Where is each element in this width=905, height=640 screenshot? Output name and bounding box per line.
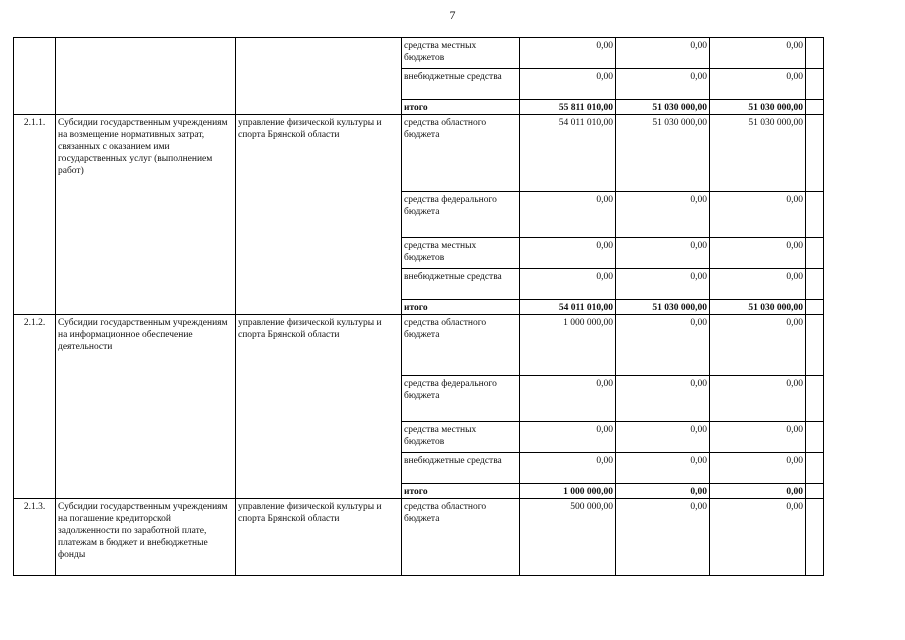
amount-cell: 0,00 <box>710 422 806 453</box>
source-label: итого <box>402 300 520 315</box>
empty-cell <box>806 238 824 269</box>
table-row <box>14 499 824 576</box>
item-executor: управление физической культуры и спорта Брянской области <box>236 499 402 576</box>
empty-cell <box>806 484 824 499</box>
amount-cell: 0,00 <box>710 238 806 269</box>
source-label: итого <box>402 100 520 115</box>
empty-cell <box>806 269 824 300</box>
item-name: Субсидии государственным учреждениям на возмещение нормативных затрат, связанных с оказанием ими государственных услуг (выполнением работ) <box>56 115 236 315</box>
table-row <box>14 315 824 376</box>
amount-cell: 0,00 <box>616 422 710 453</box>
empty-cell <box>806 192 824 238</box>
source-label: средства местных бюджетов <box>402 38 520 69</box>
amount-cell: 500 000,00 <box>520 499 616 576</box>
table-row <box>14 115 824 192</box>
amount-cell: 0,00 <box>520 238 616 269</box>
page-number: 7 <box>449 8 456 22</box>
empty-cell <box>806 376 824 422</box>
item-number: 2.1.1. <box>14 115 56 315</box>
total-amount: 51 030 000,00 <box>616 300 710 315</box>
item-name: Субсидии государственным учреждениям на погашение кредиторской задолженности по заработной плате, платежам в бюджет и внебюджетные фонды <box>56 499 236 576</box>
amount-cell: 54 011 010,00 <box>520 115 616 192</box>
amount-cell: 1 000 000,00 <box>520 315 616 376</box>
amount-cell: 0,00 <box>616 453 710 484</box>
name-cell <box>56 38 236 115</box>
source-label: внебюджетные средства <box>402 69 520 100</box>
executor-cell <box>236 38 402 115</box>
source-label: внебюджетные средства <box>402 453 520 484</box>
total-amount: 55 811 010,00 <box>520 100 616 115</box>
amount-cell: 0,00 <box>710 315 806 376</box>
empty-cell <box>806 300 824 315</box>
source-label: средства федерального бюджета <box>402 192 520 238</box>
empty-cell <box>806 315 824 376</box>
amount-cell: 0,00 <box>710 269 806 300</box>
item-number: 2.1.2. <box>14 315 56 499</box>
item-executor: управление физической культуры и спорта Брянской области <box>236 115 402 315</box>
item-name: Субсидии государственным учреждениям на информационное обеспечение деятельности <box>56 315 236 499</box>
amount-cell: 0,00 <box>616 269 710 300</box>
item-executor: управление физической культуры и спорта Брянской области <box>236 315 402 499</box>
empty-cell <box>806 499 824 576</box>
amount-cell: 0,00 <box>520 422 616 453</box>
source-label: средства местных бюджетов <box>402 422 520 453</box>
source-label: средства областного бюджета <box>402 499 520 576</box>
amount-cell: 0,00 <box>616 376 710 422</box>
amount-cell: 0,00 <box>520 453 616 484</box>
amount-cell: 0,00 <box>520 38 616 69</box>
amount-cell: 0,00 <box>616 69 710 100</box>
total-amount: 1 000 000,00 <box>520 484 616 499</box>
source-label: средства федерального бюджета <box>402 376 520 422</box>
source-label: итого <box>402 484 520 499</box>
amount-cell: 0,00 <box>520 192 616 238</box>
amount-cell: 0,00 <box>520 69 616 100</box>
amount-cell: 0,00 <box>616 38 710 69</box>
amount-cell: 0,00 <box>616 238 710 269</box>
total-amount: 51 030 000,00 <box>616 100 710 115</box>
amount-cell: 0,00 <box>710 376 806 422</box>
empty-cell <box>806 38 824 69</box>
total-amount: 0,00 <box>710 484 806 499</box>
amount-cell: 0,00 <box>616 192 710 238</box>
amount-cell: 0,00 <box>710 453 806 484</box>
amount-cell: 0,00 <box>710 499 806 576</box>
amount-cell: 51 030 000,00 <box>710 115 806 192</box>
empty-cell <box>806 115 824 192</box>
source-label: средства местных бюджетов <box>402 238 520 269</box>
amount-cell: 0,00 <box>710 69 806 100</box>
amount-cell: 0,00 <box>710 192 806 238</box>
source-label: средства областного бюджета <box>402 115 520 192</box>
total-amount: 0,00 <box>616 484 710 499</box>
budget-table <box>13 37 824 576</box>
amount-cell: 0,00 <box>710 38 806 69</box>
empty-cell <box>806 69 824 100</box>
amount-cell: 0,00 <box>520 376 616 422</box>
number-cell <box>14 38 56 115</box>
source-label: внебюджетные средства <box>402 269 520 300</box>
table-row <box>14 38 824 69</box>
empty-cell <box>806 100 824 115</box>
empty-cell <box>806 453 824 484</box>
amount-cell: 0,00 <box>616 315 710 376</box>
source-label: средства областного бюджета <box>402 315 520 376</box>
total-amount: 51 030 000,00 <box>710 300 806 315</box>
amount-cell: 51 030 000,00 <box>616 115 710 192</box>
amount-cell: 0,00 <box>616 499 710 576</box>
total-amount: 51 030 000,00 <box>710 100 806 115</box>
amount-cell: 0,00 <box>520 269 616 300</box>
item-number: 2.1.3. <box>14 499 56 576</box>
empty-cell <box>806 422 824 453</box>
total-amount: 54 011 010,00 <box>520 300 616 315</box>
